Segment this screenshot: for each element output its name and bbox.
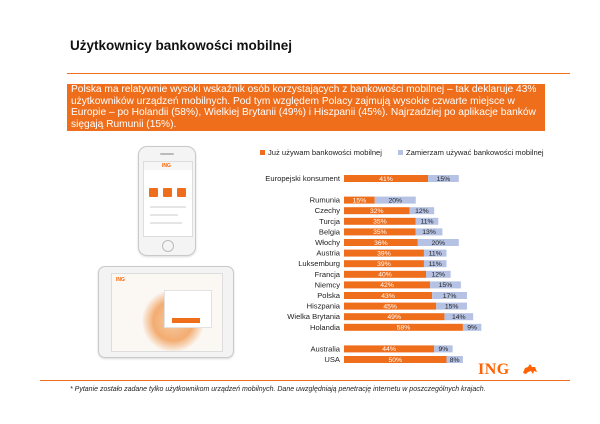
intro-text-box: Polska ma relatywnie wysoki wskaźnik osób korzystających z bankowości mobilnej – tak deklaruje 43% użytkowników urządzeń mobilnych. Pod tym względem Polacy zajmują wysokie czwarte miejsce w Europie – po Holandii (58%), Wielkiej Brytanii (49%) i Hiszpanii (45%). Najrzadziej po aplikacje banków sięgają Rumunii (15%). xyxy=(67,84,545,131)
data-label-series-1: 35% xyxy=(373,229,387,237)
category-label: Hiszpania xyxy=(306,301,340,311)
category-label: Europejski konsument xyxy=(265,174,340,183)
data-label-series-1: 32% xyxy=(369,208,384,215)
category-label: Niemcy xyxy=(314,280,340,290)
data-label-series-2: 20% xyxy=(388,197,403,205)
category-label: Turcja xyxy=(319,216,340,226)
data-label-series-2: 14% xyxy=(451,314,466,321)
footer-divider xyxy=(40,380,570,381)
data-label-series-1: 15% xyxy=(352,197,367,205)
category-label: Wielka Brytania xyxy=(287,312,340,322)
category-label: USA xyxy=(324,355,340,364)
data-label-series-1: 39% xyxy=(377,261,391,268)
data-label-series-1: 41% xyxy=(379,175,393,183)
data-label-series-2: 20% xyxy=(431,239,446,247)
phone-app-tile xyxy=(149,188,158,197)
legend-label-series-1: Już używam bankowości mobilnej xyxy=(268,148,382,157)
tablet-illustration xyxy=(98,266,234,358)
data-label-series-2: 11% xyxy=(428,250,442,258)
data-label-series-1: 43% xyxy=(381,292,395,300)
legend-swatch-series-1 xyxy=(260,150,265,155)
tablet-screen xyxy=(111,273,223,352)
data-label-series-2: 8% xyxy=(449,356,460,364)
smartphone-illustration xyxy=(138,146,196,256)
tablet-app-logo: ING xyxy=(116,277,125,283)
header-divider xyxy=(40,73,570,74)
legend-label-series-2: Zamierzam używać bankowości mobilnej xyxy=(406,148,544,157)
category-label: Włochy xyxy=(315,238,340,247)
data-label-series-1: 35% xyxy=(373,218,387,226)
ing-logo: ING xyxy=(478,361,510,378)
data-label-series-2: 11% xyxy=(428,261,442,268)
phone-screen xyxy=(143,161,193,237)
legend-item-series-2 xyxy=(398,148,544,157)
intro-side-gap xyxy=(40,72,67,112)
phone-speaker xyxy=(160,153,174,155)
data-label-series-2: 12% xyxy=(431,271,446,279)
phone-screen-line xyxy=(150,214,178,216)
phone-app-tile xyxy=(177,188,186,197)
data-label-series-2: 17% xyxy=(442,292,457,300)
data-label-series-2: 15% xyxy=(438,282,453,290)
data-label-series-2: 9% xyxy=(438,346,449,354)
footnote: * Pytanie zostało zadane tylko użytkownikom urządzeń mobilnych. Dane uwzględniają penetrację internetu w poszczególnych krajach. xyxy=(70,386,486,393)
data-label-series-2: 11% xyxy=(420,218,434,226)
data-label-series-1: 44% xyxy=(382,346,396,354)
category-label: Polska xyxy=(317,291,340,300)
phone-screen-line xyxy=(150,222,182,224)
data-label-series-1: 36% xyxy=(374,239,388,247)
category-label: Austria xyxy=(316,248,340,258)
legend-swatch-series-2 xyxy=(398,150,403,155)
data-label-series-1: 50% xyxy=(388,356,403,364)
data-label-series-1: 45% xyxy=(383,303,397,311)
bar-chart xyxy=(240,165,560,365)
data-label-series-2: 13% xyxy=(422,229,436,237)
category-label: Luksemburg xyxy=(298,259,340,269)
phone-screen-line xyxy=(150,206,186,208)
tablet-login-button xyxy=(172,318,200,323)
category-label: Rumunia xyxy=(309,195,340,205)
data-label-series-1: 40% xyxy=(378,271,392,279)
phone-app-tile xyxy=(163,188,172,197)
ing-lion-icon xyxy=(522,363,538,375)
phone-home-button xyxy=(162,240,174,252)
phone-app-logo: ING xyxy=(162,163,171,169)
data-label-series-1: 42% xyxy=(380,282,394,290)
category-label: Czechy xyxy=(314,206,340,216)
category-label: Francja xyxy=(314,269,340,279)
data-label-series-2: 12% xyxy=(415,208,429,215)
category-label: Australia xyxy=(310,344,340,354)
data-label-series-1: 39% xyxy=(377,250,391,258)
page-title: Użytkownicy bankowości mobilnej xyxy=(70,38,293,53)
data-label-series-2: 9% xyxy=(467,324,478,332)
category-label: Belgia xyxy=(318,227,340,237)
data-label-series-2: 15% xyxy=(444,303,459,311)
data-label-series-1: 49% xyxy=(387,314,402,321)
legend-item-series-1 xyxy=(260,148,382,157)
category-label: Holandia xyxy=(310,322,340,332)
data-label-series-2: 15% xyxy=(436,175,451,183)
data-label-series-1: 58% xyxy=(396,324,411,332)
